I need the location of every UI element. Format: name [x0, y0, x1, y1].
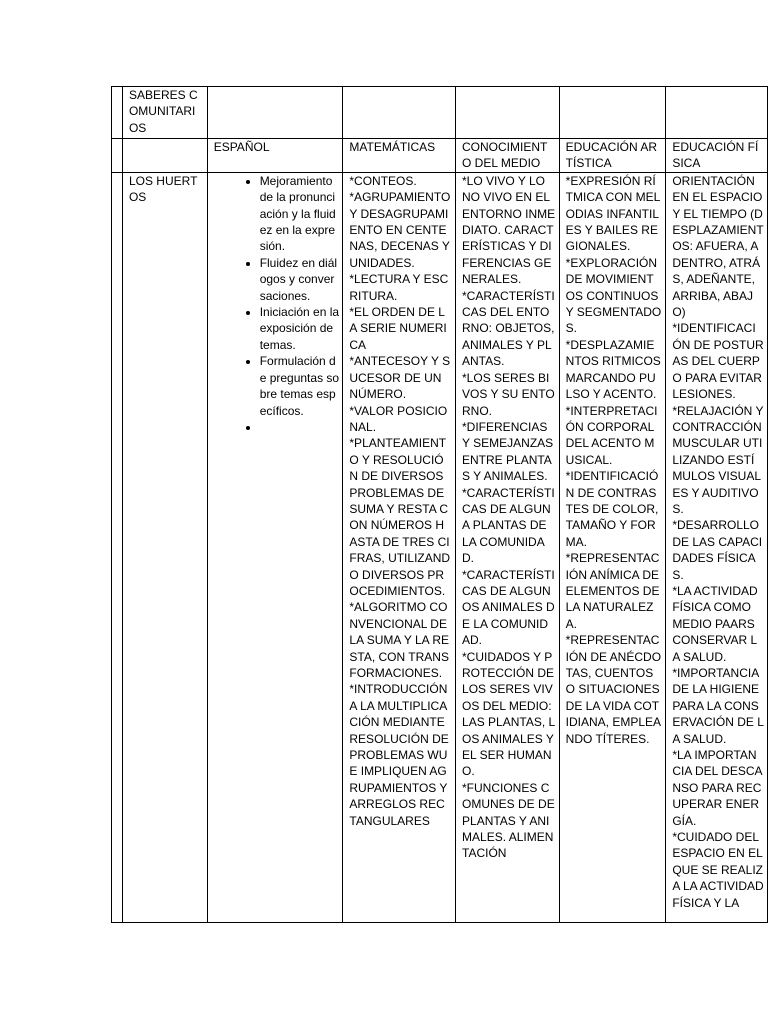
empty-header-cell: [343, 87, 456, 139]
subject-matematicas: MATEMÁTICAS: [343, 139, 456, 173]
empty-subject-cell: [122, 139, 207, 173]
espanol-bullet-list: [214, 173, 340, 436]
subjects-row: [112, 139, 768, 173]
header-row: [112, 87, 768, 139]
list-item: • Mejoramiento de la pronunciación y la fluidez en la expresión.: [260, 173, 340, 255]
list-item: • Formulación de preguntas sobre temas específicos.: [260, 353, 340, 419]
empty-header-cell: [666, 87, 768, 139]
planning-table: [111, 86, 768, 923]
margin-cell: [112, 172, 123, 922]
conocimiento-content: *LO VIVO Y LO NO VIVO EN EL ENTORNO INMEDIATO. CARACTERÍSTICAS Y DIFERENCIAS GENERALES. *CARACTERÍSTICAS DEL ENTORNO: OBJETOS, ANIMALES Y PLANTAS. *LOS SERES BIVOS Y SU ENTORNO. *DIFERENCIAS Y SEMEJANZAS ENTRE PLANTAS Y ANIMALES. *CARACTERÍSTICAS DE ALGUNA PLANTAS DE LA COMUNIDAD. *CARACTERÍSTICAS DE ALGUNOS ANIMALES DE LA COMUNIDAD. *CUIDADOS Y PROTECCIÓN DE LOS SERES VIVOS DEL MEDIO: LAS PLANTAS, LOS ANIMALES Y EL SER HUMANO. *FUNCIONES COMUNES DE DE PLANTAS Y ANIMALES. ALIMENTACIÓN: [456, 172, 560, 922]
artistica-content: *EXPRESIÓN RÍTMICA CON MELODIAS INFANTILES Y BAILES REGIONALES. *EXPLORACIÓN DE MOVIMIENTOS CONTINUOS Y SEGMENTADOS. *DESPLAZAMIENTOS RITMICOS MARCANDO PULSO Y ACENTO. *INTERPRETACIÓN CORPORAL DEL ACENTO MUSICAL. *IDENTIFICACIÓN DE CONTRASTES DE COLOR, TAMAÑO Y FORMA. *REPRESENTACIÓN ANÍMICA DE ELEMENTOS DE LA NATURALEZA. *REPRESENTACIÓN DE ANÉCDOTAS, CUENTOS O SITUACIONES DE LA VIDA COTIDIANA, EMPLEANDO TÍTERES.: [559, 172, 666, 922]
subject-espanol: ESPAÑOL: [207, 139, 343, 173]
subject-educacion-artistica: EDUCACIÓN ARTÍSTICA: [559, 139, 666, 173]
saber-los-huertos: LOS HUERTOS: [122, 172, 207, 922]
fisica-content: ORIENTACIÓN EN EL ESPACIO Y EL TIEMPO (DESPLAZAMIENTOS: AFUERA, ADENTRO, ATRÁS, ADEÑANTE, ARRIBA, ABAJO) *IDENTIFICACIÓN DE POSTURAS DEL CUERPO PARA EVITAR LESIONES. *RELAJACIÓN Y CONTRACCIÓN MUSCULAR UTILIZANDO ESTÍMULOS VISUALES Y AUDITIVOS. *DESARROLLO DE LAS CAPACIDADES FÍSICAS. *LA ACTIVIDAD FÍSICA COMO MEDIO PAARS CONSERVAR LA SALUD. *IMPORTANCIA DE LA HIGIENE PARA LA CONSERVACIÓN DE LA SALUD. *LA IMPORTANCIA DEL DESCANSO PARA RECUPERAR ENERGÍA. *CUIDADO DEL ESPACIO EN EL QUE SE REALIZA LA ACTIVIDAD FÍSICA Y LA: [666, 172, 768, 922]
margin-cell: [112, 87, 123, 139]
content-row: [112, 172, 768, 922]
empty-header-cell: [559, 87, 666, 139]
list-item: • Iniciación en la exposición de temas.: [260, 304, 340, 353]
subject-conocimiento-del-medio: CONOCIMIENTO DEL MEDIO: [456, 139, 560, 173]
list-item: [260, 419, 340, 435]
espanol-content: [207, 172, 343, 922]
saberes-comunitarios-header: SABERES COMUNITARIOS: [122, 87, 207, 139]
empty-header-cell: [456, 87, 560, 139]
subject-educacion-fisica: EDUCACIÓN FÍSICA: [666, 139, 768, 173]
margin-cell: [112, 139, 123, 173]
empty-header-cell: [207, 87, 343, 139]
matematicas-content: *CONTEOS. *AGRUPAMIENTO Y DESAGRUPAMIENTO EN CENTENAS, DECENAS Y UNIDADES. *LECTURA Y ESCRITURA. *EL ORDEN DE LA SERIE NUMERICA *ANTECESOY Y SUCESOR DE UN NÚMERO. *VALOR POSICIONAL. *PLANTEAMIENTO Y RESOLUCIÓN DE DIVERSOS PROBLEMAS DE SUMA Y RESTA CON NÚMEROS HASTA DE TRES CIFRAS, UTILIZANDO DIVERSOS PROCEDIMIENTOS. *ALGORITMO CONVENCIONAL DE LA SUMA Y LA RESTA, CON TRANSFORMACIONES. *INTRODUCCIÓN A LA MULTIPLICACIÓN MEDIANTE RESOLUCIÓN DE PROBLEMAS WUE IMPLIQUEN AGRUPAMIENTOS Y ARREGLOS RECTANGULARES: [343, 172, 456, 922]
list-item: • Fluidez en diálogos y conversaciones.: [260, 255, 340, 304]
